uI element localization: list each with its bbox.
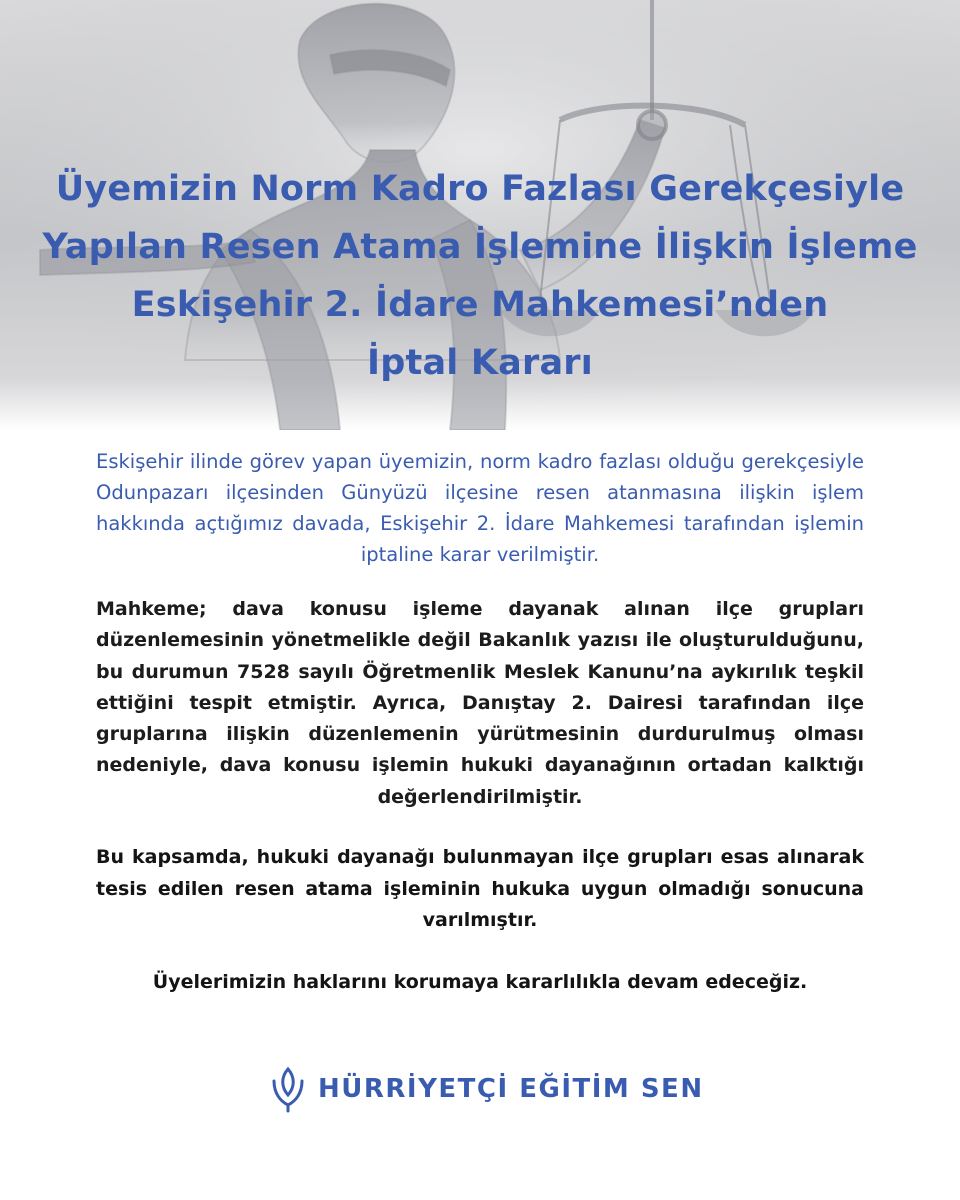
logo-wordmark: HÜRRİYETÇİ EĞİTİM SEN	[318, 1074, 704, 1104]
union-logo	[268, 1064, 704, 1114]
headline-line-1: Üyemizin Norm Kadro Fazlası Gerekçesiyle	[55, 169, 905, 209]
intro-paragraph: Eskişehir ilinde görev yapan üyemizin, norm kadro fazlası olduğu gerekçesiyle Odunpazarı ilçesinden Günyüzü ilçesine resen atanmasına ilişkin işlem hakkında açtığımız davada, Eskişehir 2. İdare Mahkemesi tarafından işlemin iptaline karar verilmiştir.	[96, 450, 864, 566]
headline-line-2: Yapılan Resen Atama İşlemine İlişkin İşleme	[42, 227, 918, 267]
lotus-flame-icon	[268, 1065, 308, 1113]
headline	[40, 160, 920, 392]
headline-line-4: İptal Kararı	[367, 343, 593, 383]
court-reasoning-paragraph: Mahkeme; dava konusu işleme dayanak alınan ilçe grupları düzenlemesinin yönetmelikle değil Bakanlık yazısı ile oluşturulduğunu, bu durumun 7528 sayılı Öğretmenlik Meslek Kanunu’na aykırılık teşkil ettiğini tespit etmiştir. Ayrıca, Danıştay 2. Dairesi tarafından ilçe gruplarına ilişkin düzenlemenin yürütmesinin durdurulmuş olması nedeniyle, dava konusu işlemin hukuki dayanağının ortadan kalktığı değerlendirilmiştir.	[96, 598, 864, 808]
conclusion-paragraph: Bu kapsamda, hukuki dayanağı bulunmayan ilçe grupları esas alınarak tesis edilen resen atama işleminin hukuka uygun olmadığı sonucuna varılmıştır.	[96, 846, 864, 931]
closing-statement: Üyelerimizin haklarını korumaya kararlılıkla devam edeceğiz.	[152, 971, 808, 993]
headline-line-3: Eskişehir 2. İdare Mahkemesi’nden	[131, 285, 829, 325]
